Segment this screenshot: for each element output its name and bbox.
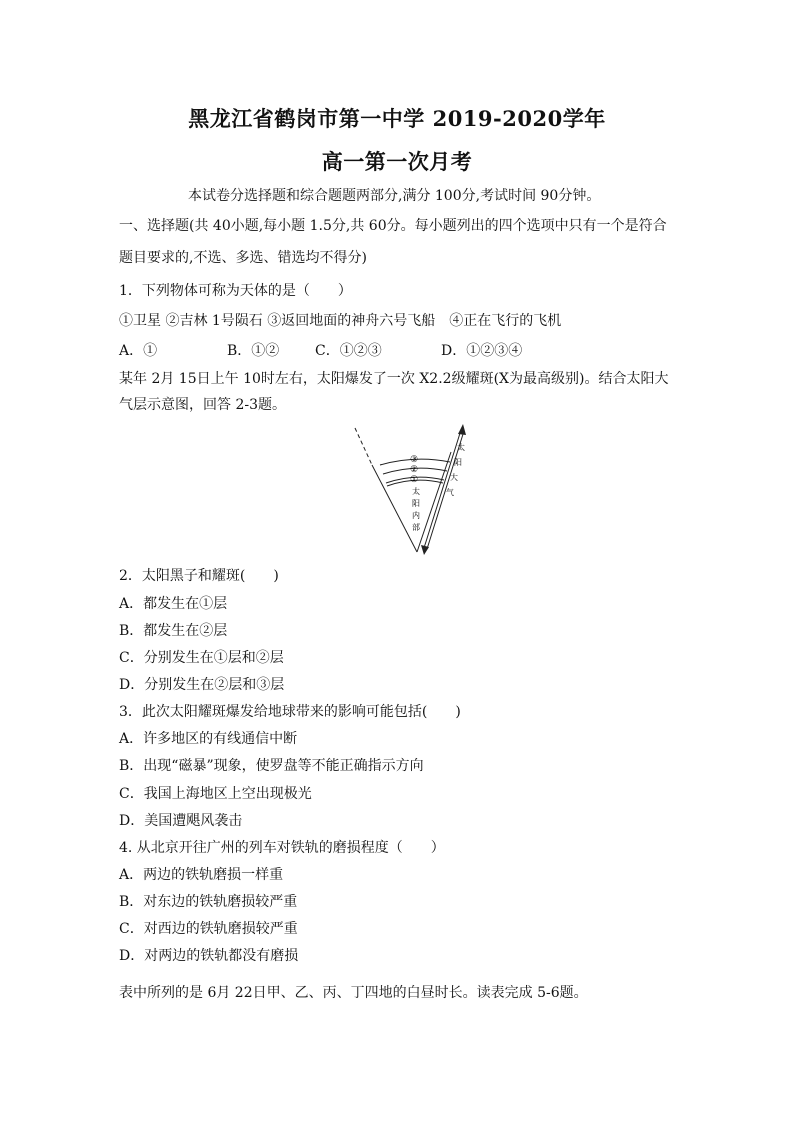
q4-option-a: A．两边的铁轨磨损一样重 bbox=[119, 867, 284, 883]
inner-label-char-1: 太 bbox=[412, 487, 420, 496]
q2-option-d: D．分别发生在②层和③层 bbox=[119, 677, 285, 693]
layer-label-3: ③ bbox=[410, 455, 419, 465]
q4-stem: 4. 从北京开往广州的列车对铁轨的磨损程度（ ） bbox=[119, 840, 445, 856]
inner-label-char-2: 阳 bbox=[412, 499, 420, 508]
q2-option-b: B．都发生在②层 bbox=[119, 623, 228, 639]
section-heading-line2: 题目要求的,不选、多选、错选均不得分) bbox=[119, 250, 367, 266]
q2-option-a: A．都发生在①层 bbox=[119, 596, 228, 612]
section-heading-line1: 一、选择题(共 40小题,每小题 1.5分,共 60分。每小题列出的四个选项中只有一个是符合 bbox=[119, 218, 667, 234]
inner-label-char-4: 部 bbox=[412, 523, 420, 532]
exam-intro: 本试卷分选择题和综合题题两部分,满分 100分,考试时间 90分钟。 bbox=[188, 188, 601, 204]
solar-atmosphere-diagram bbox=[340, 420, 480, 560]
outer-label-char-1: 太 bbox=[457, 443, 465, 452]
q3-option-a: A．许多地区的有线通信中断 bbox=[119, 731, 298, 747]
q3-option-c: C．我国上海地区上空出现极光 bbox=[119, 786, 312, 802]
q1-stem: 1．下列物体可称为天体的是（ ） bbox=[119, 283, 352, 299]
passage1-line1: 某年 2月 15日上午 10时左右，太阳爆发了一次 X2.2级耀斑(X为最高级别)。结合太阳大 bbox=[119, 371, 669, 387]
q1-option-c: C．①②③ bbox=[315, 343, 382, 359]
passage2: 表中所列的是 6月 22日甲、乙、丙、丁四地的白昼时长。读表完成 5-6题。 bbox=[119, 985, 588, 1001]
q1-option-d: D．①②③④ bbox=[441, 343, 523, 359]
q2-stem: 2．太阳黑子和耀斑( ) bbox=[119, 568, 279, 584]
inner-label-char-3: 内 bbox=[412, 511, 420, 520]
q1-items: ①卫星 ②吉林 1号陨石 ③返回地面的神舟六号飞船 ④正在飞行的飞机 bbox=[119, 313, 562, 329]
layer-label-2: ② bbox=[410, 465, 419, 475]
q3-option-b: B．出现“磁暴”现象，使罗盘等不能正确指示方向 bbox=[119, 758, 424, 774]
exam-subtitle: 高一第一次月考 bbox=[321, 149, 473, 174]
q4-option-c: C．对西边的铁轨磨损较严重 bbox=[119, 921, 298, 937]
passage1-line2: 气层示意图，回答 2-3题。 bbox=[119, 397, 286, 413]
q1-option-a: A．① bbox=[119, 343, 158, 359]
left-boundary-dashed bbox=[355, 428, 372, 465]
atmosphere-arrow-line-1 bbox=[424, 430, 461, 548]
outer-label-char-2: 阳 bbox=[454, 458, 462, 467]
right-boundary bbox=[417, 452, 451, 552]
q3-option-d: D．美国遭飓风袭击 bbox=[119, 813, 243, 829]
layer-label-1: ① bbox=[410, 475, 419, 485]
q2-option-c: C．分别发生在①层和②层 bbox=[119, 650, 284, 666]
q3-stem: 3．此次太阳耀斑爆发给地球带来的影响可能包括( ) bbox=[119, 704, 461, 720]
q1-option-b: B．①② bbox=[227, 343, 280, 359]
arrow-head-up bbox=[458, 424, 466, 435]
exam-title: 黑龙江省鹤岗市第一中学 2019-2020学年 bbox=[188, 106, 606, 131]
q4-option-d: D．对两边的铁轨都没有磨损 bbox=[119, 948, 299, 964]
outer-label-char-4: 气 bbox=[446, 488, 454, 497]
outer-label-char-3: 大 bbox=[450, 473, 458, 482]
q4-option-b: B．对东边的铁轨磨损较严重 bbox=[119, 894, 298, 910]
